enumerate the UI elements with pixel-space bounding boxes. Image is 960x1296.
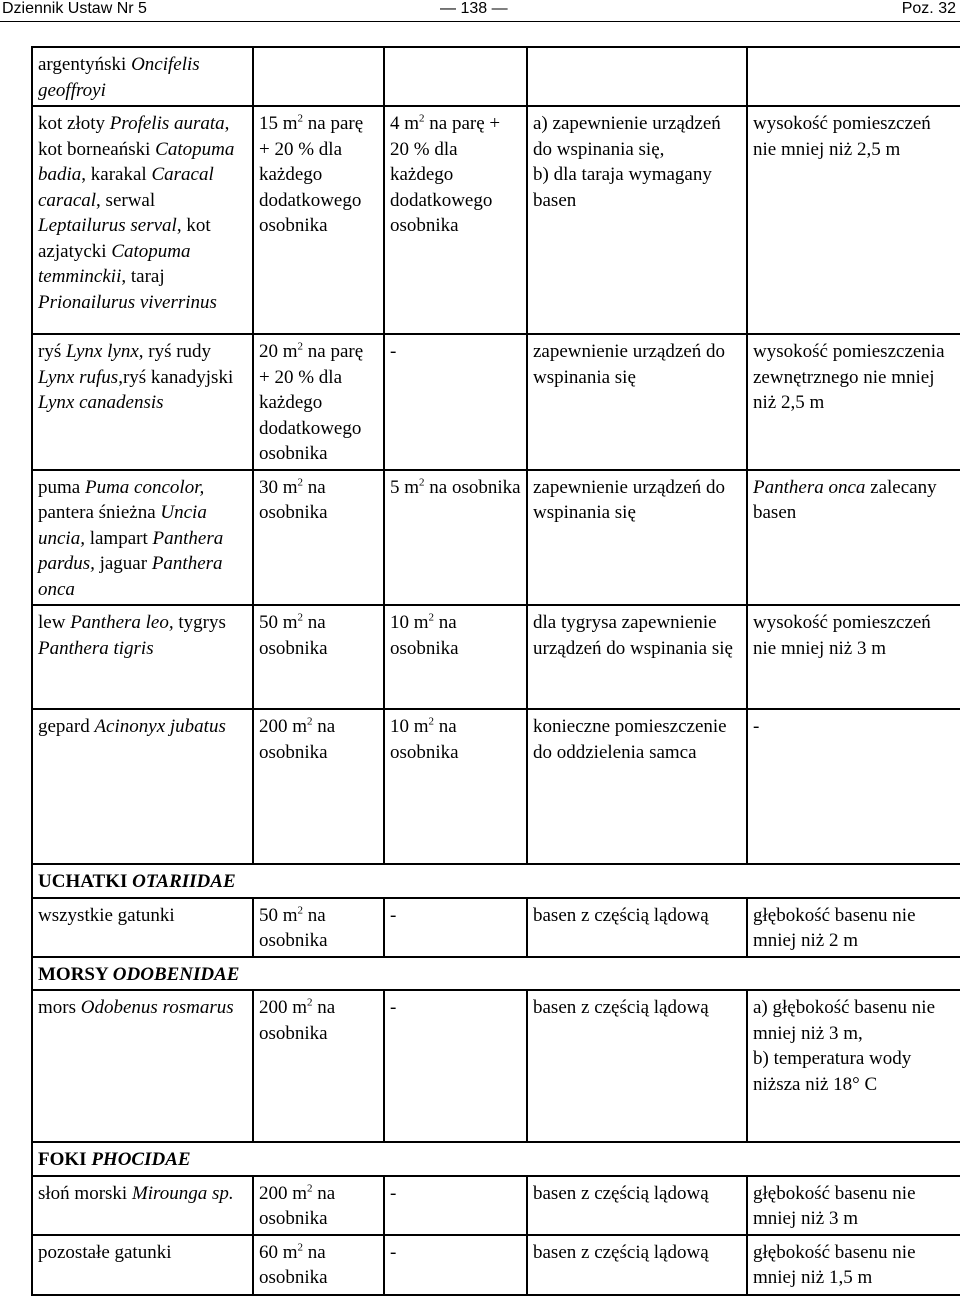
species-cell: argentyński Oncifelis geoffroyi	[32, 47, 253, 106]
requirements-cell: zapewnienie urządzeń do wspinania się	[527, 470, 747, 606]
area-cell: 20 $m^2$ na parę + 20 % dla każdego dodatkowego osobnika	[253, 334, 384, 470]
table-row	[32, 957, 960, 991]
notes-cell: głębokość basenu nie mniej niż 1,5 m	[747, 1235, 960, 1295]
area-cell: 50 $m^2$ na osobnika	[253, 605, 384, 709]
requirements-cell: basen z częścią lądową	[527, 1176, 747, 1235]
requirements-cell: dla tygrysa zapewnienie urządzeń do wspinania się	[527, 605, 747, 709]
requirements-cell: basen z częścią lądową	[527, 990, 747, 1142]
table-row	[32, 898, 960, 957]
table-row	[32, 605, 960, 709]
area-cell: 200 $m^2$ na osobnika	[253, 709, 384, 864]
table-row	[32, 709, 960, 864]
species-cell: puma Puma concolor, pantera śnieżna Uncia uncia, lampart Panthera pardus, jaguar Panthera onca	[32, 470, 253, 606]
area-cell: 50 $m^2$ na osobnika	[253, 898, 384, 957]
requirements-cell: zapewnienie urządzeń do wspinania się	[527, 334, 747, 470]
notes-cell: wysokość pomieszczeń nie mniej niż 2,5 m	[747, 106, 960, 334]
table-row	[32, 47, 960, 106]
area-cell: 200 $m^2$ na osobnika	[253, 1176, 384, 1235]
species-cell: mors Odobenus rosmarus	[32, 990, 253, 1142]
section-heading: UCHATKI OTARIIDAE	[32, 864, 960, 898]
pool-cell: -	[384, 898, 527, 957]
table-row	[32, 1176, 960, 1235]
table-row	[32, 334, 960, 470]
pool-cell: -	[384, 1235, 527, 1295]
notes-cell: wysokość pomieszczenia zewnętrznego nie mniej niż 2,5 m	[747, 334, 960, 470]
table-row	[32, 1142, 960, 1176]
requirements-cell: konieczne pomieszczenie do oddzielenia samca	[527, 709, 747, 864]
table-row	[32, 864, 960, 898]
position-number: Poz. 32	[901, 0, 956, 17]
section-heading: FOKI PHOCIDAE	[32, 1142, 960, 1176]
area-cell: 30 $m^2$ na osobnika	[253, 470, 384, 606]
pool-cell: 4 $m^2$ na parę + 20 % dla każdego dodatkowego osobnika	[384, 106, 527, 334]
header-rule	[0, 21, 960, 22]
notes-cell: a) głębokość basenu nie mniej niż 3 m, b) temperatura wody niższa niż 18° C	[747, 990, 960, 1142]
requirements-table	[31, 46, 960, 1296]
table-row	[32, 106, 960, 334]
species-cell: lew Panthera leo, tygrys Panthera tigris	[32, 605, 253, 709]
page-header	[0, 0, 960, 22]
notes-cell: Panthera onca zalecany basen	[747, 470, 960, 606]
pool-cell: -	[384, 334, 527, 470]
section-heading: MORSY ODOBENIDAE	[32, 957, 960, 991]
table-row	[32, 1235, 960, 1295]
pool-cell: -	[384, 1176, 527, 1235]
species-cell: gepard Acinonyx jubatus	[32, 709, 253, 864]
species-cell: ryś Lynx lynx, ryś rudy Lynx rufus,ryś kanadyjski Lynx canadensis	[32, 334, 253, 470]
species-cell: pozostałe gatunki	[32, 1235, 253, 1295]
notes-cell: wysokość pomieszczeń nie mniej niż 3 m	[747, 605, 960, 709]
notes-cell: głębokość basenu nie mniej niż 2 m	[747, 898, 960, 957]
table-row	[32, 470, 960, 606]
pool-cell: 10 $m^2$ na osobnika	[384, 709, 527, 864]
journal-title: Dziennik Ustaw Nr 5	[2, 0, 147, 17]
requirements-cell: a) zapewnienie urządzeń do wspinania się, b) dla taraja wymagany basen	[527, 106, 747, 334]
notes-cell: -	[747, 709, 960, 864]
species-cell: kot złoty Profelis aurata, kot borneański Catopuma badia, karakal Caracal caracal, serwal Leptailurus serval, kot azjatycki Catopuma temminckii, taraj Prionailurus viverrinus	[32, 106, 253, 334]
requirements-cell: basen z częścią lądową	[527, 898, 747, 957]
table-row	[32, 990, 960, 1142]
requirements-cell: basen z częścią lądową	[527, 1235, 747, 1295]
area-cell: 15 $m^2$ na parę + 20 % dla każdego dodatkowego osobnika	[253, 106, 384, 334]
pool-cell: 5 $m^2$ na osobnika	[384, 470, 527, 606]
area-cell: 200 $m^2$ na osobnika	[253, 990, 384, 1142]
species-cell: wszystkie gatunki	[32, 898, 253, 957]
pool-cell: -	[384, 990, 527, 1142]
area-cell: 60 $m^2$ na osobnika	[253, 1235, 384, 1295]
species-cell: słoń morski Mirounga sp.	[32, 1176, 253, 1235]
pool-cell: 10 $m^2$ na osobnika	[384, 605, 527, 709]
page-number: — 138 —	[440, 0, 508, 17]
notes-cell: głębokość basenu nie mniej niż 3 m	[747, 1176, 960, 1235]
